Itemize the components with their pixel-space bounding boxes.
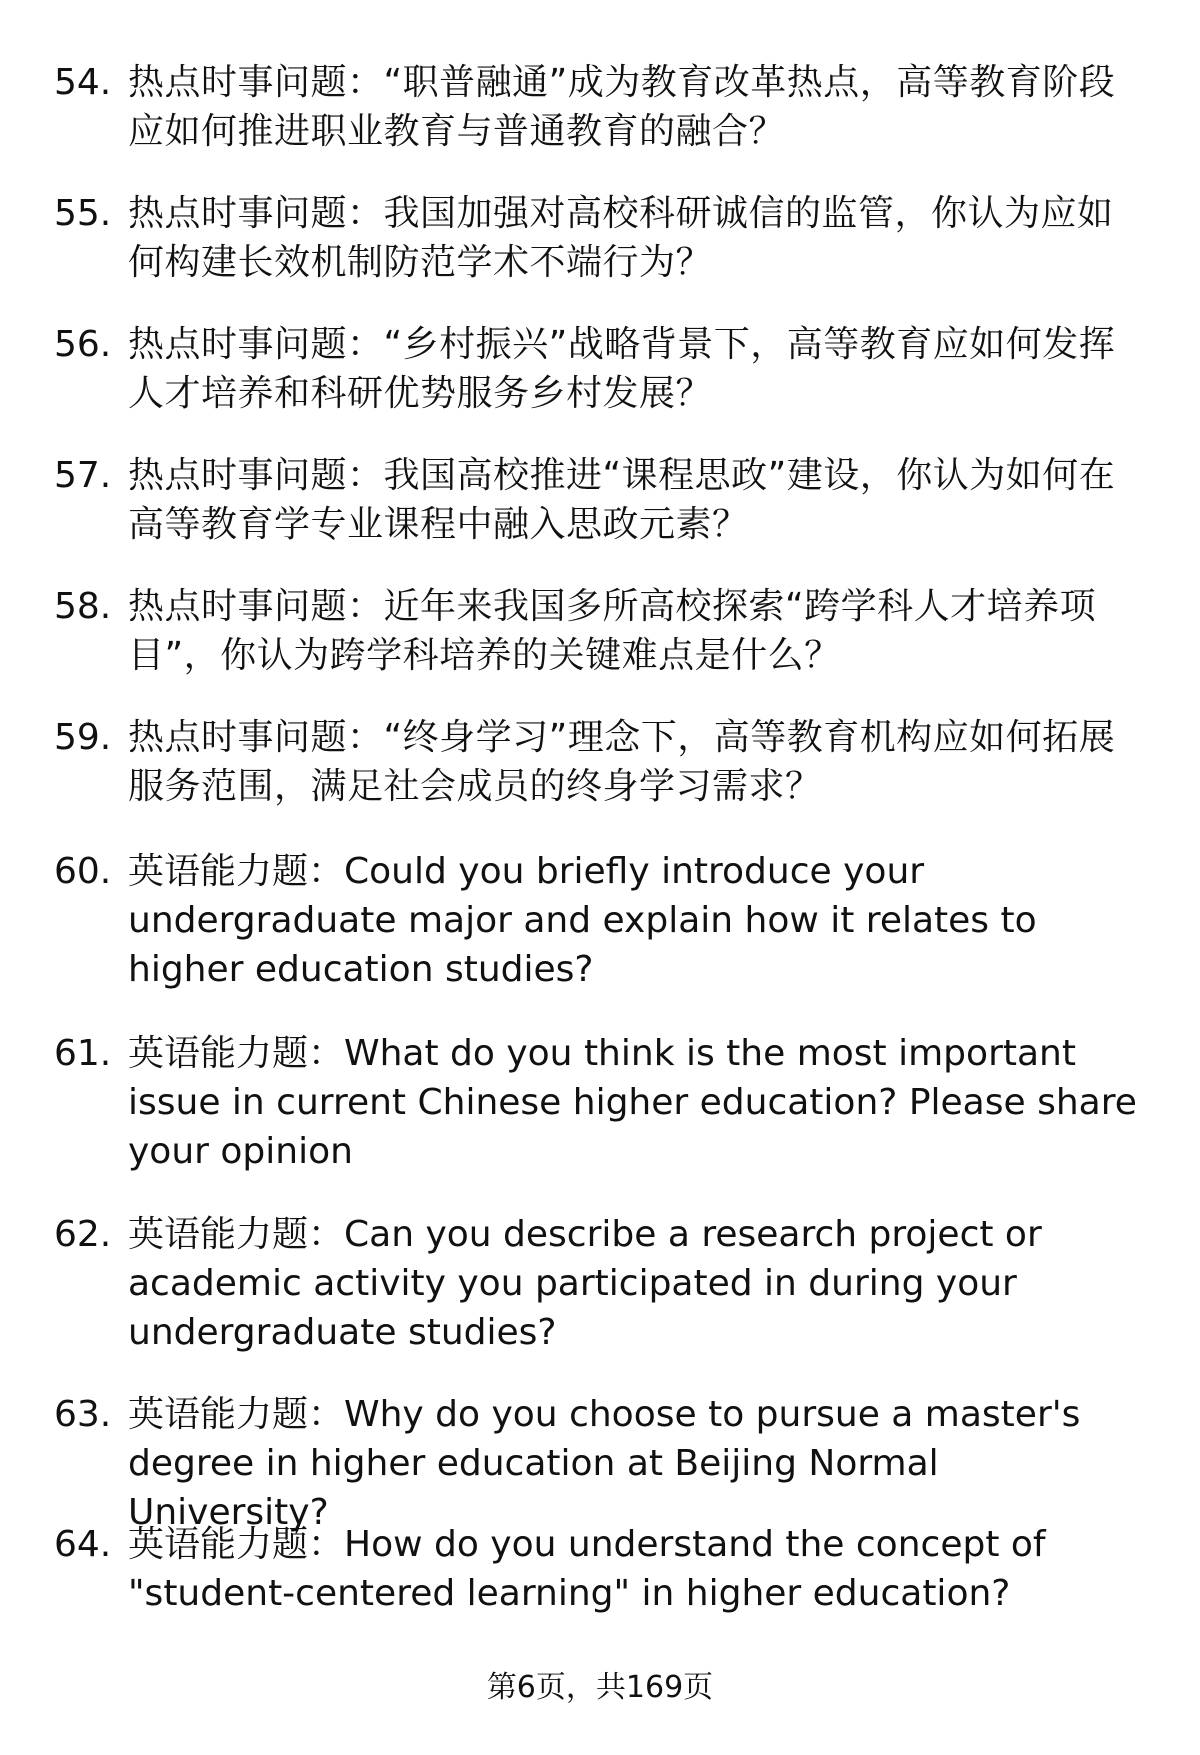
question-text: 热点时事问题：“职普融通”成为教育改革热点，高等教育阶段应如何推进职业教育与普通教育的融合？ — [128, 62, 1116, 152]
question-number: 59. — [54, 717, 112, 758]
page-number-footer: 第6页，共169页 — [486, 1670, 714, 1705]
question-text: 英语能力题：Why do you choose to pursue a master's degree in higher education at Beijing Normal University? — [128, 1394, 1081, 1533]
question-text: 英语能力题：What do you think is the most important issue in current Chinese higher education? Please share your opinion — [128, 1033, 1137, 1172]
question-number: 64. — [54, 1524, 112, 1565]
question-text: 英语能力题：How do you understand the concept of "student-centered learning" in higher education? — [128, 1524, 1046, 1614]
question-text: 热点时事问题：“终身学习”理念下，高等教育机构应如何拓展服务范围，满足社会成员的终身学习需求？ — [128, 717, 1116, 807]
question-text: 热点时事问题：近年来我国多所高校探索“跨学科人才培养项目”，你认为跨学科培养的关键难点是什么？ — [128, 586, 1097, 676]
question-number: 60. — [54, 851, 112, 892]
question-number: 63. — [54, 1394, 112, 1435]
question-number: 57. — [54, 455, 112, 496]
question-number: 54. — [54, 62, 112, 103]
question-text: 热点时事问题：“乡村振兴”战略背景下，高等教育应如何发挥人才培养和科研优势服务乡村发展？ — [128, 324, 1116, 414]
question-number: 56. — [54, 324, 112, 365]
question-text: 热点时事问题：我国加强对高校科研诚信的监管，你认为应如何构建长效机制防范学术不端行为？ — [128, 193, 1114, 283]
question-number: 61. — [54, 1033, 112, 1074]
question-text: 英语能力题：Can you describe a research project or academic activity you participated in during your undergraduate studies? — [128, 1214, 1042, 1353]
question-text: 英语能力题：Could you briefly introduce your undergraduate major and explain how it relates to higher education studies? — [128, 851, 1037, 990]
question-number: 55. — [54, 193, 112, 234]
question-text: 热点时事问题：我国高校推进“课程思政”建设，你认为如何在高等教育学专业课程中融入思政元素？ — [128, 455, 1116, 545]
question-number: 58. — [54, 586, 112, 627]
question-number: 62. — [54, 1214, 112, 1255]
